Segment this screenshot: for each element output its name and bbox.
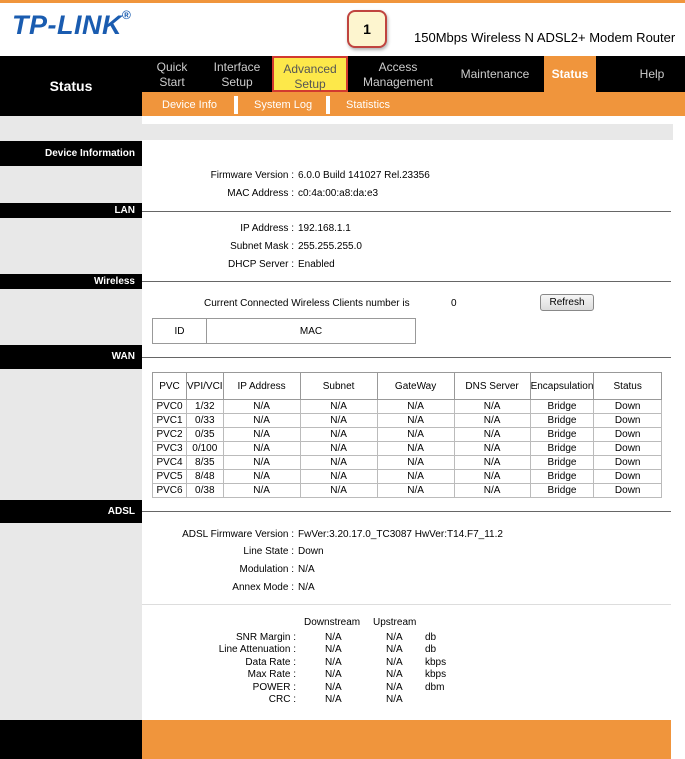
table-cell: Bridge bbox=[530, 456, 594, 470]
nav-interface-setup[interactable]: Interface Setup bbox=[213, 60, 261, 89]
stat-label: POWER : bbox=[252, 681, 296, 693]
table-cell: Down bbox=[594, 470, 662, 484]
table-cell: N/A bbox=[377, 428, 454, 442]
stat-downstream-value: N/A bbox=[325, 669, 342, 681]
stat-upstream-value: N/A bbox=[386, 681, 403, 693]
wan-table bbox=[152, 372, 662, 498]
stat-unit: dbm bbox=[425, 681, 445, 693]
nav-quick-start[interactable]: Quick Start bbox=[156, 60, 188, 89]
modulation-label: Modulation : bbox=[239, 564, 294, 575]
stat-label: Max Rate : bbox=[247, 669, 296, 681]
table-row bbox=[153, 442, 662, 456]
stat-upstream-value: N/A bbox=[386, 644, 403, 656]
column-header: GateWay bbox=[377, 373, 454, 400]
table-cell: N/A bbox=[223, 428, 300, 442]
subnav-separator bbox=[234, 96, 238, 114]
section-adsl: ADSL bbox=[0, 500, 142, 523]
table-cell: PVC3 bbox=[153, 442, 187, 456]
column-header: PVC bbox=[153, 373, 187, 400]
table-cell: PVC6 bbox=[153, 484, 187, 498]
footer-bar bbox=[142, 720, 671, 759]
subnav-system-log[interactable]: System Log bbox=[254, 99, 313, 111]
table-cell: N/A bbox=[300, 442, 377, 456]
section-wireless: Wireless bbox=[0, 274, 142, 289]
section-divider bbox=[142, 211, 671, 212]
top-accent-line bbox=[0, 0, 685, 3]
table-cell: N/A bbox=[300, 414, 377, 428]
page-title: Status bbox=[0, 56, 142, 116]
logo-text: TP-LINK bbox=[12, 10, 122, 40]
table-header-row bbox=[153, 373, 662, 400]
stat-label: Data Rate : bbox=[245, 656, 296, 668]
table-cell: N/A bbox=[300, 400, 377, 414]
refresh-button[interactable]: Refresh bbox=[540, 294, 594, 311]
adsl-firmware-value: FwVer:3.20.17.0_TC3087 HwVer:T14.F7_11.2 bbox=[298, 529, 503, 540]
adsl-stats-divider bbox=[142, 604, 671, 605]
table-cell: 1/32 bbox=[187, 400, 224, 414]
wireless-clients-table bbox=[152, 318, 416, 344]
ip-value: 192.168.1.1 bbox=[298, 223, 351, 234]
table-cell: Bridge bbox=[530, 428, 594, 442]
table-cell: N/A bbox=[377, 442, 454, 456]
ip-label: IP Address : bbox=[240, 223, 294, 234]
logo-registered-mark: ® bbox=[121, 8, 132, 22]
stat-label: CRC : bbox=[268, 694, 296, 705]
line-state-label: Line State : bbox=[243, 546, 294, 557]
tp-link-logo bbox=[12, 10, 131, 41]
adsl-firmware-label: ADSL Firmware Version : bbox=[182, 529, 294, 540]
table-cell: N/A bbox=[454, 484, 530, 498]
stat-unit: kbps bbox=[425, 669, 447, 681]
table-cell: N/A bbox=[223, 484, 300, 498]
column-header: Status bbox=[594, 373, 662, 400]
table-cell: N/A bbox=[377, 470, 454, 484]
table-header-row bbox=[153, 319, 416, 344]
table-cell: 0/100 bbox=[187, 442, 224, 456]
section-device-information: Device Information bbox=[0, 141, 142, 166]
step-callout-badge: 1 bbox=[347, 10, 387, 48]
line-state-value: Down bbox=[298, 546, 324, 557]
subnav-separator bbox=[326, 96, 330, 114]
table-cell: N/A bbox=[300, 456, 377, 470]
mac-label: MAC Address : bbox=[227, 188, 294, 199]
stat-unit: kbps bbox=[425, 656, 447, 668]
annex-mode-label: Annex Mode : bbox=[232, 582, 294, 593]
wireless-clients-label: Current Connected Wireless Clients number is bbox=[204, 298, 410, 309]
firmware-value: 6.0.0 Build 141027 Rel.23356 bbox=[298, 170, 430, 181]
table-cell: 8/35 bbox=[187, 456, 224, 470]
subnet-value: 255.255.255.0 bbox=[298, 241, 362, 252]
stat-label: Line Attenuation : bbox=[218, 644, 296, 656]
column-header-mac: MAC bbox=[207, 319, 416, 344]
table-cell: N/A bbox=[454, 470, 530, 484]
sub-nav-bar bbox=[142, 92, 685, 116]
column-header: Subnet bbox=[300, 373, 377, 400]
section-divider bbox=[142, 281, 671, 282]
column-header: Encapsulation bbox=[530, 373, 594, 400]
table-cell: N/A bbox=[300, 484, 377, 498]
upstream-header: Upstream bbox=[373, 617, 417, 628]
stat-unit: db bbox=[425, 644, 437, 656]
table-cell: 8/48 bbox=[187, 470, 224, 484]
table-cell: N/A bbox=[377, 414, 454, 428]
table-cell: PVC0 bbox=[153, 400, 187, 414]
nav-status[interactable]: Status bbox=[544, 56, 596, 92]
table-cell: N/A bbox=[377, 484, 454, 498]
table-row bbox=[153, 456, 662, 470]
firmware-label: Firmware Version : bbox=[210, 170, 294, 181]
column-header: VPI/VCI bbox=[187, 373, 224, 400]
table-cell: N/A bbox=[454, 428, 530, 442]
table-cell: 0/35 bbox=[187, 428, 224, 442]
table-row bbox=[153, 400, 662, 414]
nav-access-management[interactable]: Access Management bbox=[362, 60, 434, 89]
section-lan: LAN bbox=[0, 203, 142, 218]
table-cell: N/A bbox=[377, 456, 454, 470]
table-cell: Bridge bbox=[530, 414, 594, 428]
nav-advanced-setup[interactable]: Advanced Setup bbox=[272, 56, 348, 92]
table-row bbox=[153, 414, 662, 428]
footer-left bbox=[0, 720, 142, 759]
downstream-header: Downstream bbox=[304, 617, 361, 628]
table-cell: Bridge bbox=[530, 470, 594, 484]
table-cell: N/A bbox=[454, 442, 530, 456]
stat-upstream-value: N/A bbox=[386, 656, 403, 668]
table-cell: PVC5 bbox=[153, 470, 187, 484]
table-cell: Down bbox=[594, 428, 662, 442]
stat-label: SNR Margin : bbox=[235, 632, 296, 643]
table-cell: N/A bbox=[223, 400, 300, 414]
subnet-label: Subnet Mask : bbox=[230, 241, 294, 252]
table-cell: N/A bbox=[223, 470, 300, 484]
table-cell: N/A bbox=[454, 414, 530, 428]
table-cell: N/A bbox=[454, 456, 530, 470]
subnav-device-info[interactable]: Device Info bbox=[162, 99, 218, 111]
table-cell: Down bbox=[594, 400, 662, 414]
table-cell: Down bbox=[594, 484, 662, 498]
table-cell: N/A bbox=[454, 400, 530, 414]
stat-downstream-value: N/A bbox=[325, 632, 342, 643]
column-header: DNS Server bbox=[454, 373, 530, 400]
subnav-statistics[interactable]: Statistics bbox=[346, 99, 391, 111]
section-divider bbox=[142, 511, 671, 512]
table-cell: 0/38 bbox=[187, 484, 224, 498]
table-cell: N/A bbox=[300, 428, 377, 442]
table-cell: Down bbox=[594, 456, 662, 470]
table-cell: Bridge bbox=[530, 400, 594, 414]
stat-downstream-value: N/A bbox=[325, 656, 342, 668]
section-wan: WAN bbox=[0, 345, 142, 369]
wireless-clients-count: 0 bbox=[451, 298, 457, 309]
table-row bbox=[153, 470, 662, 484]
table-cell: PVC2 bbox=[153, 428, 187, 442]
table-cell: N/A bbox=[223, 442, 300, 456]
table-cell: Down bbox=[594, 442, 662, 456]
table-cell: N/A bbox=[377, 400, 454, 414]
nav-maintenance[interactable]: Maintenance bbox=[460, 67, 530, 81]
table-row bbox=[153, 484, 662, 498]
dhcp-label: DHCP Server : bbox=[228, 259, 294, 270]
section-divider bbox=[142, 357, 671, 358]
table-cell: PVC1 bbox=[153, 414, 187, 428]
table-cell: Bridge bbox=[530, 442, 594, 456]
stat-unit: db bbox=[425, 632, 437, 643]
table-cell: N/A bbox=[223, 456, 300, 470]
content-top-strip bbox=[142, 124, 673, 140]
table-cell: 0/33 bbox=[187, 414, 224, 428]
table-cell: N/A bbox=[223, 414, 300, 428]
stat-upstream-value: N/A bbox=[386, 669, 403, 681]
column-header-id: ID bbox=[153, 319, 207, 344]
stat-upstream-value: N/A bbox=[386, 694, 403, 705]
table-cell: N/A bbox=[300, 470, 377, 484]
table-cell: Down bbox=[594, 414, 662, 428]
table-cell: PVC4 bbox=[153, 456, 187, 470]
stat-downstream-value: N/A bbox=[325, 694, 342, 705]
nav-help[interactable]: Help bbox=[639, 67, 665, 81]
column-header: IP Address bbox=[223, 373, 300, 400]
table-cell: Bridge bbox=[530, 484, 594, 498]
stat-upstream-value: N/A bbox=[386, 632, 403, 643]
modulation-value: N/A bbox=[298, 564, 315, 575]
table-row bbox=[153, 428, 662, 442]
dhcp-value: Enabled bbox=[298, 259, 335, 270]
stat-downstream-value: N/A bbox=[325, 681, 342, 693]
model-name: 150Mbps Wireless N ADSL2+ Modem Router bbox=[414, 30, 676, 45]
mac-value: c0:4a:00:a8:da:e3 bbox=[298, 188, 379, 199]
stat-downstream-value: N/A bbox=[325, 644, 342, 656]
annex-mode-value: N/A bbox=[298, 582, 315, 593]
